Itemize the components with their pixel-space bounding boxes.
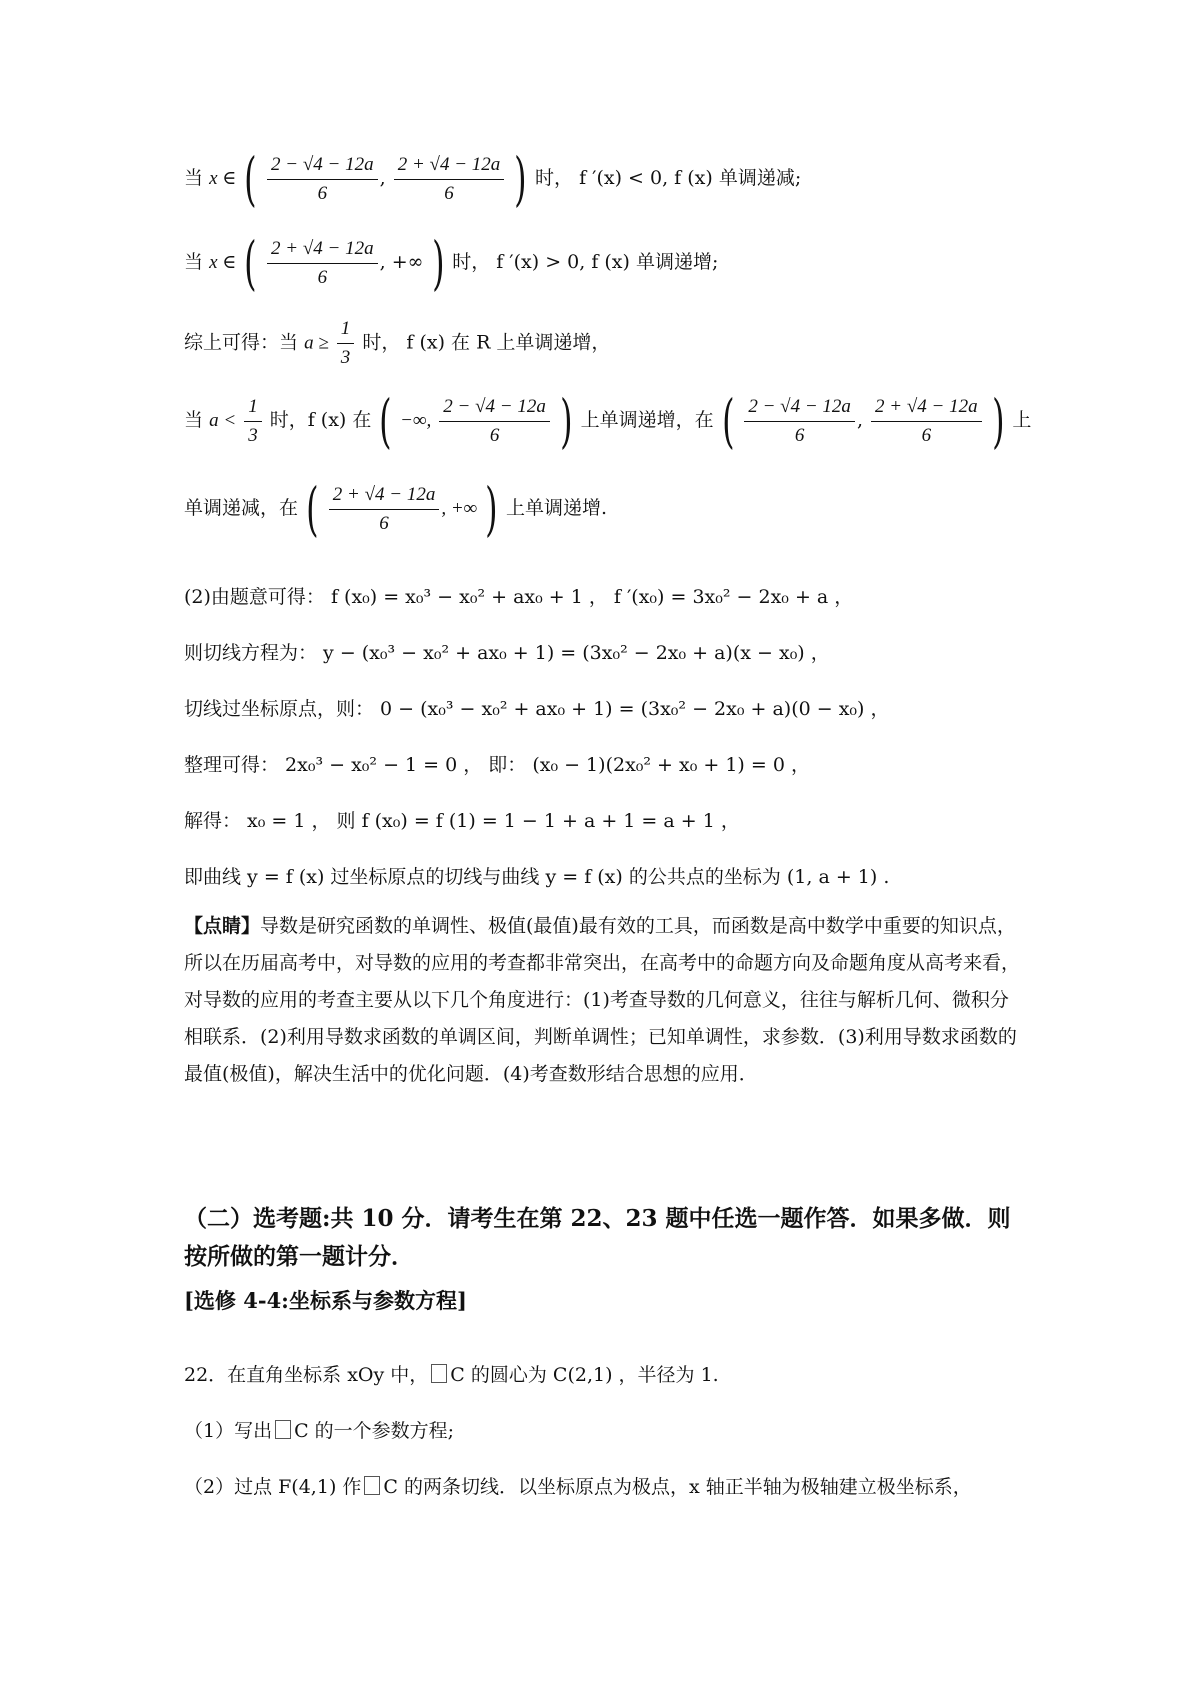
line-conclusion (184, 862, 889, 889)
fraction-denominator: 6 (921, 424, 932, 446)
text: 当 (184, 251, 204, 273)
math-text: −∞, (400, 410, 432, 431)
text: 当 (184, 409, 204, 431)
text: C 的圆心为 C(2,1) ，半径为 1. (450, 1364, 719, 1386)
math-var: x ∈ (209, 168, 237, 189)
text: , +∞ (379, 251, 424, 273)
fraction (871, 396, 982, 447)
right-paren: ) (431, 229, 445, 297)
fraction (394, 154, 505, 205)
text: 整理可得： 2x₀³ − x₀² − 1 = 0 ， 即： (x₀ − 1)(2x₀² + x₀ + 1) = 0 ， (184, 754, 810, 776)
text: 时， f ′(x) < 0, f (x) 单调递减; (535, 167, 802, 189)
math-var: a ≥ (304, 332, 329, 354)
text: （2）过点 F(4,1) 作 (184, 1476, 362, 1498)
line-interval-increasing (184, 229, 719, 297)
comment-paragraph (184, 908, 1024, 1093)
line-case-a-less-cont (184, 475, 607, 543)
text: 上 (1012, 409, 1032, 431)
text: (2)由题意可得： f (x₀) = x₀³ − x₀² + ax₀ + 1 ， f ′(x₀) = 3x₀² − 2x₀ + a ， (184, 586, 854, 608)
fraction (744, 396, 855, 447)
missing-glyph-icon (275, 1420, 291, 1439)
math-var: x ∈ (209, 252, 237, 273)
text: 则切线方程为： y − (x₀³ − x₀² + ax₀ + 1) = (3x₀² − 2x₀ + a)(x − x₀) ， (184, 642, 830, 664)
left-paren: ( (721, 387, 735, 455)
fraction-numerator: 2 + √4 − 12a (329, 484, 440, 510)
text: C 的两条切线．以坐标原点为极点，x 轴正半轴为极轴建立极坐标系， (383, 1476, 972, 1498)
left-paren: ( (244, 145, 257, 213)
fraction-numerator: 2 − √4 − 12a (744, 396, 855, 422)
right-paren: ) (560, 387, 573, 455)
text: , +∞ (441, 498, 478, 519)
right-paren: ) (514, 145, 527, 213)
text: 切线过坐标原点，则： 0 − (x₀³ − x₀² + ax₀ + 1) = (3x₀² − 2x₀ + a)(0 − x₀) ， (184, 698, 890, 720)
fraction-numerator: 2 − √4 − 12a (267, 154, 378, 180)
math-var: a < (209, 410, 237, 431)
text: 单调递减，在 (184, 497, 299, 519)
line-solve (184, 806, 740, 833)
text: 上单调递增，在 (580, 409, 714, 431)
section-subheading: [选修 4-4:坐标系与参数方程] (184, 1288, 467, 1313)
text: 当 (184, 167, 204, 189)
fraction-denominator: 3 (340, 347, 351, 368)
text: 上单调递增. (505, 497, 607, 519)
fraction-denominator: 6 (794, 424, 805, 446)
section-heading: （二）选考题:共 10 分．请考生在第 22、23 题中任选一题作答．如果多做．则按所做的第一题计分． (184, 1205, 1011, 1270)
problem-22-part1 (184, 1416, 454, 1443)
text: 即曲线 y = f (x) 过坐标原点的切线与曲线 y = f (x) 的公共点的坐标为 (1, a + 1) . (184, 866, 890, 888)
fraction-numerator: 2 + √4 − 12a (394, 154, 505, 180)
fraction (337, 318, 355, 369)
fraction-denominator: 6 (489, 424, 500, 446)
line-simplify (184, 750, 810, 777)
fraction (439, 396, 550, 447)
problem-22-part2 (184, 1472, 972, 1499)
fraction-denominator: 6 (317, 266, 328, 288)
missing-glyph-icon (364, 1476, 380, 1495)
right-paren: ) (991, 387, 1005, 455)
left-paren: ( (244, 229, 257, 297)
fraction-numerator: 2 − √4 − 12a (439, 396, 550, 422)
problem-22 (184, 1360, 719, 1387)
fraction-numerator: 1 (244, 396, 262, 422)
fraction-denominator: 6 (317, 182, 328, 204)
fraction-numerator: 2 + √4 − 12a (267, 238, 378, 264)
right-paren: ) (485, 475, 498, 543)
left-paren: ( (379, 387, 392, 455)
text: 解得： x₀ = 1 ， 则 f (x₀) = f (1) = 1 − 1 + a + 1 = a + 1 ， (184, 810, 740, 832)
line-interval-decreasing: 当 x ∈ ( $\frac{2 - √4 - 12a}{6}$ , $\frac{2 + √4 - 12a}{6}$ ) 时， f ′(x) < 0, f (x) 单调递减; (184, 145, 802, 213)
fraction-denominator: 6 (444, 182, 454, 204)
text: 时， f (x) 在 R 上单调递增， (362, 331, 611, 354)
fraction-numerator: 1 (337, 318, 355, 344)
line-tangent (184, 638, 830, 665)
line-case-a-less: 当 a < $\frac{1}{3}$ 时，f (x) 在 ( −∞, $\frac{2 - √4 - 12a}{6}$ ) 上单调递增，在 ( $\frac{2 - √4 - 12a}{6}$ , $\frac{2 + √4 - 12a}{6}$ ) 上 (184, 387, 1032, 455)
line-through-origin (184, 694, 890, 721)
text: C 的一个参数方程; (294, 1420, 455, 1442)
text: 时， f ′(x) > 0, f (x) 单调递增; (452, 251, 719, 273)
line-part2 (184, 582, 853, 609)
text: 22．在直角坐标系 xOy 中， (184, 1364, 429, 1386)
line-summary (184, 318, 610, 369)
missing-glyph-icon (431, 1364, 447, 1383)
fraction (267, 154, 378, 205)
text: 时，f (x) 在 (269, 409, 372, 431)
text: 综上可得：当 (184, 331, 299, 354)
text: （1）写出 (184, 1420, 273, 1442)
comment-body: 导数是研究函数的单调性、极值(最值)最有效的工具，而函数是高中数学中重要的知识点，所以在历届高考中，对导数的应用的考查都非常突出，在高考中的命题方向及命题角度从高考来看，对导数的应用的考查主要从以下几个角度进行：(1)考查导数的几何意义，往往与解析几何、微积分相联系．(2)利用导数求函数的单调区间，判断单调性；已知单调性，求参数．(3)利用导数求函数的最值(极值)，解决生活中的优化问题．(4)考查数形结合思想的应用． (184, 915, 1021, 1085)
left-paren: ( (306, 475, 319, 543)
comment-label: 【点睛】 (184, 915, 261, 937)
fraction-numerator: 2 + √4 − 12a (871, 396, 982, 422)
fraction (267, 238, 378, 289)
fraction (329, 484, 440, 535)
fraction-denominator: 6 (379, 512, 389, 534)
fraction-denominator: 3 (248, 424, 258, 446)
fraction (244, 396, 262, 447)
